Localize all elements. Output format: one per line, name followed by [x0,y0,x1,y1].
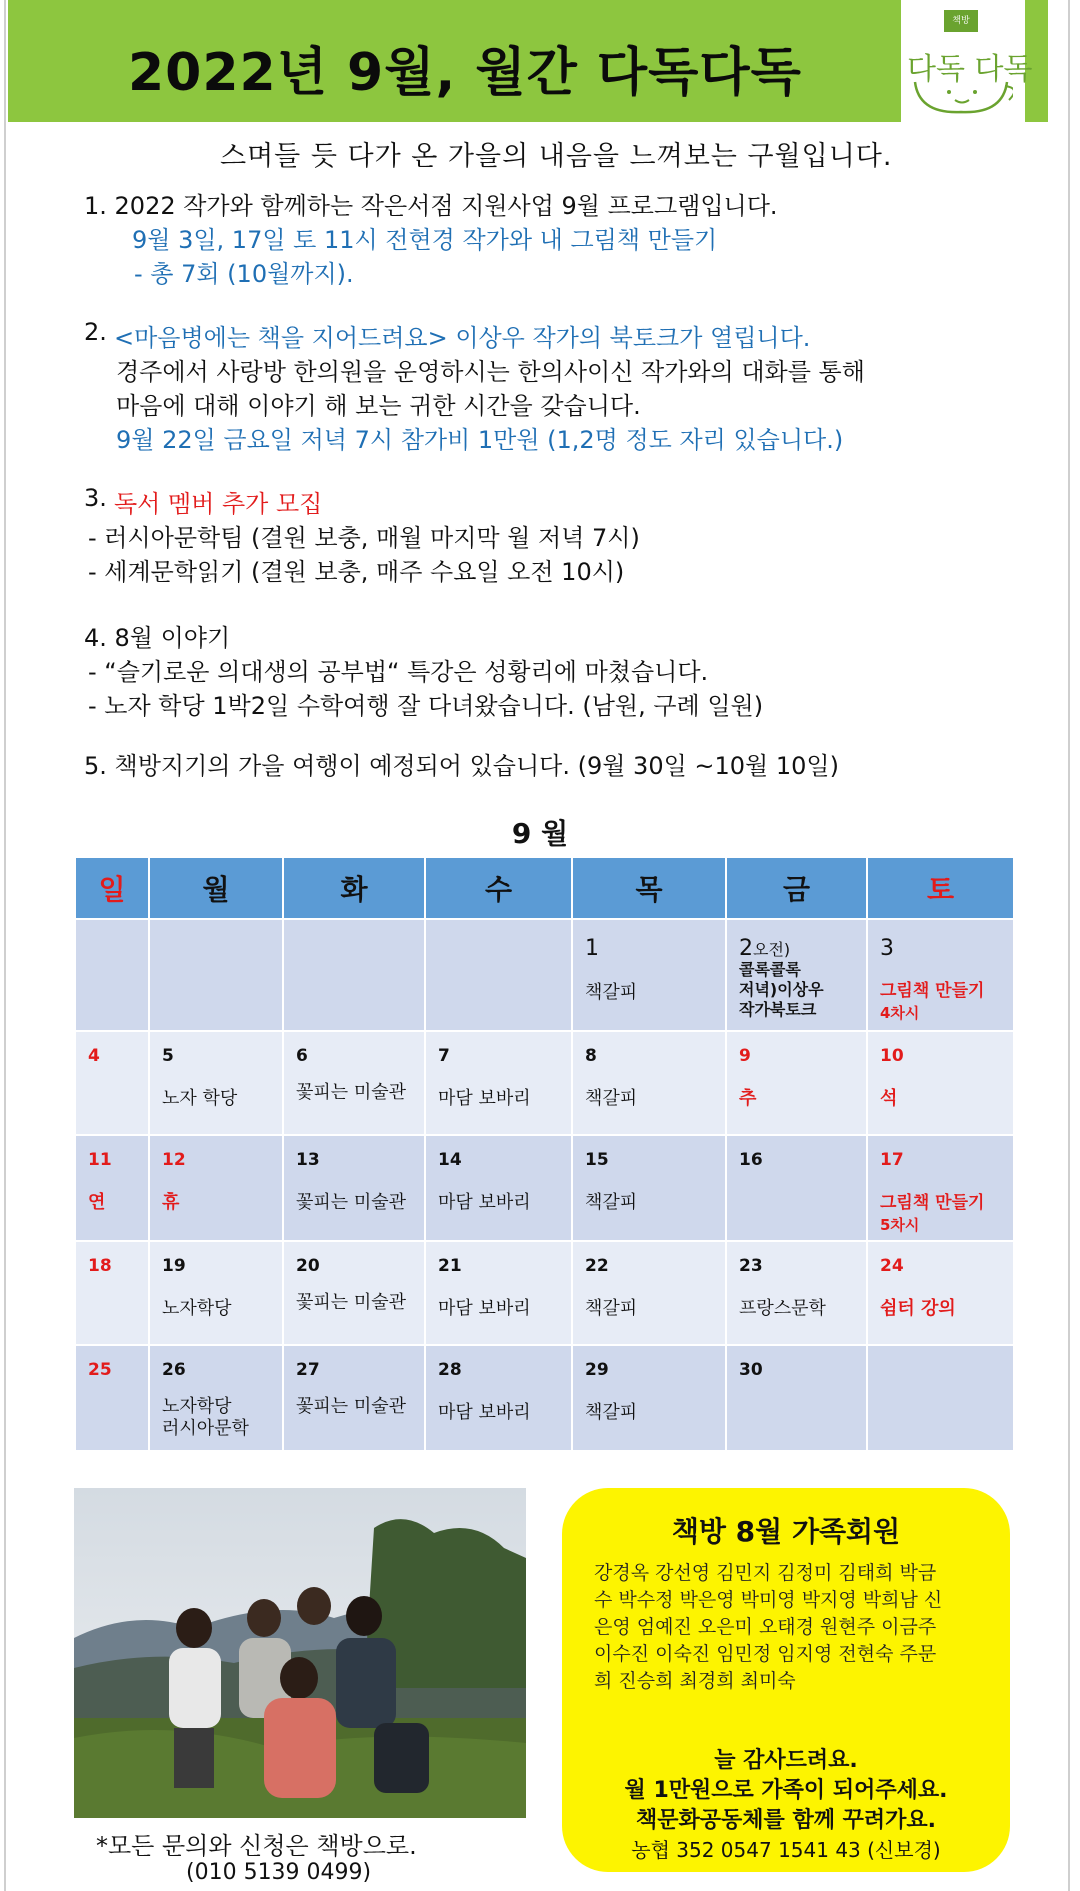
day-event: 책갈피 [585,1192,638,1213]
day-number: 27 [296,1360,320,1380]
item2-desc1: 경주에서 사랑방 한의원을 운영하시는 한의사이신 작가와의 대화를 통해 [116,358,865,386]
calendar-cell [426,1346,571,1450]
day-number: 22 [585,1256,609,1276]
calendar-cell [868,1136,1013,1240]
calendar-cell [426,1242,571,1344]
contact-phone: (010 5139 0499) [186,1860,372,1885]
item5-heading: 5. 책방지기의 가을 여행이 예정되어 있습니다. (9월 30일 ~10월 10일) [84,752,839,780]
calendar-cell [284,1032,424,1134]
day-number: 19 [162,1256,186,1276]
day-event-session: 5차시 [880,1216,920,1234]
logo-text: 다독 다독 [907,52,1033,87]
members-title: 책방 8월 가족회원 [671,1515,901,1548]
members-thanks: 늘 감사드려요. 월 1만원으로 가족이 되어주세요. 책문화공동체를 함께 꾸려가요. [624,1748,948,1833]
day-number: 17 [880,1150,904,1170]
calendar-cell [426,1032,571,1134]
item3-heading: 독서 멤버 추가 모집 [114,490,323,518]
day-number: 21 [438,1256,462,1276]
contact-note: *모든 문의와 신청은 책방으로. [96,1832,417,1860]
day-event: 꽃피는 미술관 [296,1192,407,1213]
calendar-cell [573,920,725,1030]
day-number: 20 [296,1256,320,1276]
day-event: 노자 학당 [162,1088,238,1109]
day-number: 1 [585,936,599,961]
day-event: 책갈피 [585,1402,638,1423]
bookstore-logo [901,0,1033,122]
day-number: 28 [438,1360,462,1380]
calendar-cell [868,920,1013,1030]
calendar-cell [76,1032,148,1134]
day-header-tue: 화 [284,858,424,918]
day-number: 24 [880,1256,904,1276]
item1-detail: 9월 3일, 17일 토 11시 전현경 작가와 내 그림책 만들기 [132,226,718,254]
calendar-cell [727,1242,866,1344]
calendar-cell [426,920,571,1030]
day-number: 12 [162,1150,186,1170]
day-event: 휴 [162,1192,180,1213]
day-header-thu: 목 [573,858,725,918]
day-number: 25 [88,1360,112,1380]
day-number: 4 [88,1046,100,1066]
members-list: 강경옥 강선영 김민지 김정미 김태희 박금수 박수정 박은영 박미영 박지영 박희남 신은영 엄예진 오은미 오태경 원현주 이금주 이수진 이숙진 임민정 임지영 전현숙 주문희 진승희 최경희 최미숙 [594,1562,943,1692]
calendar-cell [727,1032,866,1134]
item1-count: - 총 7회 (10월까지). [134,260,354,288]
day-event: 마담 보바리 [438,1298,531,1319]
item2-desc2: 마음에 대해 이야기 해 보는 귀한 시간을 갖습니다. [116,392,641,420]
day-header-sun: 일 [76,858,148,918]
family-members-box [562,1488,1010,1872]
day-event: 마담 보바리 [438,1402,531,1423]
calendar-cell [868,1032,1013,1134]
day-event: 그림책 만들기 [880,1193,985,1213]
day-event: 프랑스문학 [739,1298,826,1319]
calendar-cell [573,1242,725,1344]
day-event: 그림책 만들기 [880,981,985,1001]
calendar-cell [868,1242,1013,1344]
day-header-sat: 토 [868,858,1013,918]
item4-trip: - 노자 학당 1박2일 수학여행 잘 다녀왔습니다. (남원, 구례 일원) [88,692,764,720]
calendar-cell [573,1346,725,1450]
day-number: 15 [585,1150,609,1170]
calendar-cell [727,1136,866,1240]
day-event: 쉼터 강의 [880,1298,956,1319]
day-event: 마담 보바리 [438,1088,531,1109]
page-title: 2022년 9월, 월간 다독다독 [128,43,802,103]
calendar-cell [76,920,148,1030]
day-event: 석 [880,1088,898,1109]
day-event: 책갈피 [585,982,638,1003]
day-number: 3 [880,936,894,961]
calendar-cell [150,1032,282,1134]
item2-heading: <마음병에는 책을 지어드려요> 이상우 작가의 북토크가 열립니다. [114,324,811,352]
day-header-mon: 월 [150,858,282,918]
calendar-cell [573,1136,725,1240]
day-number: 14 [438,1150,462,1170]
day-event-session: 4차시 [880,1004,920,1022]
item3-russian: - 러시아문학팀 (결원 보충, 매월 마지막 월 저녁 7시) [88,524,640,552]
day-event: 콜록콜록 저녁)이상우 작가북토크 [739,960,824,1019]
calendar-cell [868,1346,1013,1450]
item4-heading: 4. 8월 이야기 [84,624,231,652]
calendar-cell [150,1242,282,1344]
day-event: 마담 보바리 [438,1192,531,1213]
calendar-cell [76,1136,148,1240]
day-event: 노자학당 러시아문학 [162,1396,249,1439]
day-number: 9 [739,1046,751,1066]
day-number: 7 [438,1046,450,1066]
day-number: 8 [585,1046,597,1066]
calendar-cell [76,1346,148,1450]
day-event: 꽃피는 미술관 [296,1292,407,1313]
calendar-cell [284,920,424,1030]
day-number: 6 [296,1046,308,1066]
item1-heading: 1. 2022 작가와 함께하는 작은서점 지원사업 9월 프로그램입니다. [84,192,778,220]
calendar-cell [150,1136,282,1240]
calendar-cell [573,1032,725,1134]
day-number: 13 [296,1150,320,1170]
day-number: 23 [739,1256,763,1276]
day-number: 11 [88,1150,112,1170]
calendar-cell [284,1242,424,1344]
calendar-cell [150,920,282,1030]
day-event: 연 [88,1192,106,1213]
day-event: 추 [739,1088,757,1109]
day-number: 5 [162,1046,174,1066]
calendar-cell [727,1346,866,1450]
day-number: 29 [585,1360,609,1380]
intro-text: 스며들 듯 다가 온 가을의 내음을 느껴보는 구월입니다. [220,141,893,172]
calendar-cell [727,920,866,1030]
day-event: 책갈피 [585,1298,638,1319]
logo-tag: 책방 [944,10,978,32]
day-number: 18 [88,1256,112,1276]
item2-number: 2. [84,318,107,346]
day-event: 꽃피는 미술관 [296,1082,407,1103]
day-header-wed: 수 [426,858,571,918]
day-event: 노자학당 [162,1298,232,1319]
item2-schedule: 9월 22일 금요일 저녁 7시 참가비 1만원 (1,2명 정도 자리 있습니다.) [116,426,844,454]
day-number: 26 [162,1360,186,1380]
day-number: 30 [739,1360,763,1380]
item3-world: - 세계문학읽기 (결원 보충, 매주 수요일 오전 10시) [88,558,625,586]
day-event: 꽃피는 미술관 [296,1396,407,1417]
calendar-cell [426,1136,571,1240]
calendar-cell [284,1136,424,1240]
header-banner [8,0,1048,122]
calendar-title: 9 월 [511,817,569,850]
day-header-fri: 금 [727,858,866,918]
day-number: 2오전) [739,936,791,961]
calendar-cell [284,1346,424,1450]
day-number: 10 [880,1046,904,1066]
calendar-cell [150,1346,282,1450]
september-calendar [74,856,1015,1452]
bank-account: 농협 352 0547 1541 43 (신보경) [631,1838,941,1862]
day-event: 책갈피 [585,1088,638,1109]
day-number: 16 [739,1150,763,1170]
calendar-cell [76,1242,148,1344]
group-photo [74,1488,526,1818]
item4-lecture: - “슬기로운 의대생의 공부법“ 특강은 성황리에 마쳤습니다. [88,658,709,686]
item3-number: 3. [84,484,107,512]
